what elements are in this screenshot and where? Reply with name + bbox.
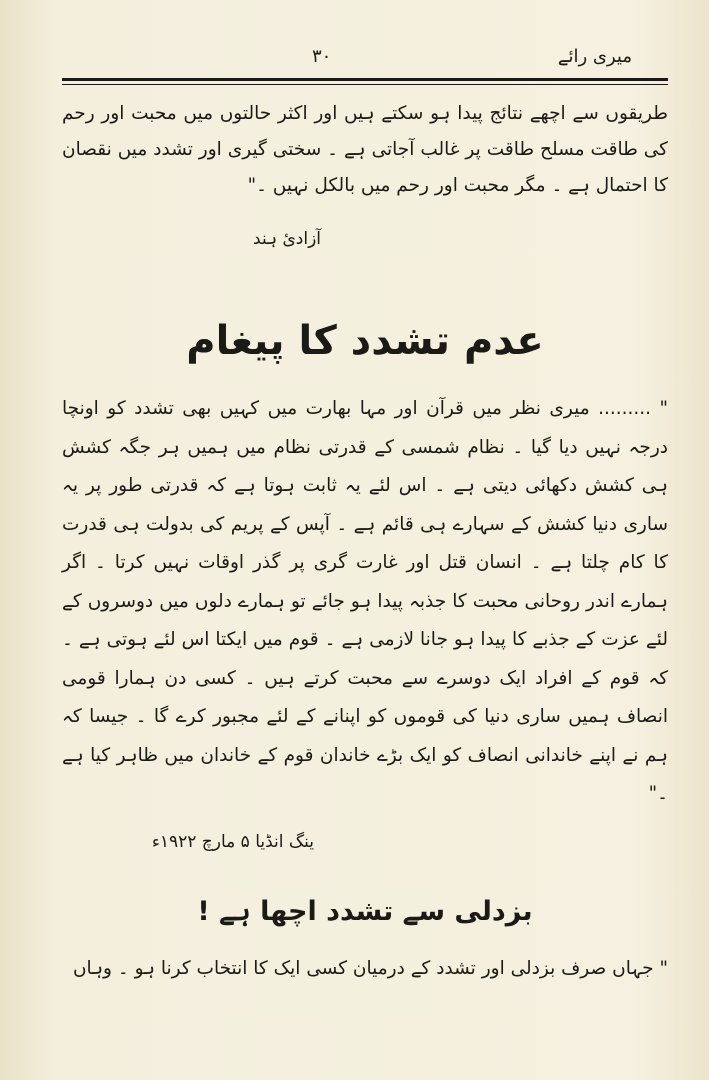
paragraph-continued: طریقوں سے اچھے نتائج پیدا ہو سکتے ہیں اور اکثر حالتوں میں محبت اور رحم کی طاقت مسلح طاقت پر غالب آجاتی ہے ۔ سختی گیری اور تشدد میں نقصان کا احتمال ہے ۔ مگر محبت اور رحم میں بالکل نہیں ۔" bbox=[62, 103, 668, 196]
header-rule-thin bbox=[62, 84, 668, 85]
section-heading-1: عدم تشدد کا پیغام bbox=[186, 318, 544, 364]
source-citation-2: ینگ انڈیا ۵ مارچ ۱۹۲۲ء bbox=[151, 832, 314, 852]
paragraph-last: " جہاں صرف بزدلی اور تشدد کے درمیان کسی ایک کا انتخاب کرنا ہو ۔ وہاں bbox=[72, 958, 668, 979]
source-citation-1: آزادیٔ ہند bbox=[253, 229, 321, 249]
page-header bbox=[62, 44, 662, 74]
header-rule-thick bbox=[62, 78, 668, 81]
section-heading-2: بزدلی سے تشدد اچھا ہے ! bbox=[197, 896, 533, 927]
paragraph-main: " ......... میری نظر میں قرآن اور مہا بھارت میں کہیں بھی تشدد کو اونچا درجہ نہیں دیا گیا ۔ نظام شمسی کے قدرتی نظام میں ہمیں ہر جگہ کشش ہی کشش دکھائی دیتی ہے ۔ اس لئے یہ ثابت ہوتا ہے کہ قدرتی طور پر یہ ساری دنیا کشش کے سہارے ہی قائم ہے ۔ آپس کے پریم کی بدولت ہی قدرت کا کام چلتا ہے ۔ انسان قتل اور غارت گری پر گذر اوقات نہیں کرتا ۔ اگر ہمارے اندر روحانی محبت کا جذبہ پیدا ہو جائے تو ہمارے دلوں میں دوسروں کے لئے عزت کے جذبے کا پیدا ہو جانا لازمی ہے ۔ قوم میں ایکتا اس لئے ہوتی ہے ۔ کہ قوم کے افراد ایک دوسرے سے محبت کرتے ہیں ۔ کسی دن ہمارا قومی انصاف ہمیں ساری دنیا کی قوموں کو اپنانے کے لئے مجبور کرے گا ۔ جیسا کہ ہم نے اپنے خاندانی انصاف کو ایک بڑے خاندان قوم کے خاندان میں ظاہر کیا ہے ۔" bbox=[62, 398, 668, 804]
page-number: ۳۰ bbox=[312, 46, 332, 67]
running-title: میری رائے bbox=[557, 46, 632, 67]
